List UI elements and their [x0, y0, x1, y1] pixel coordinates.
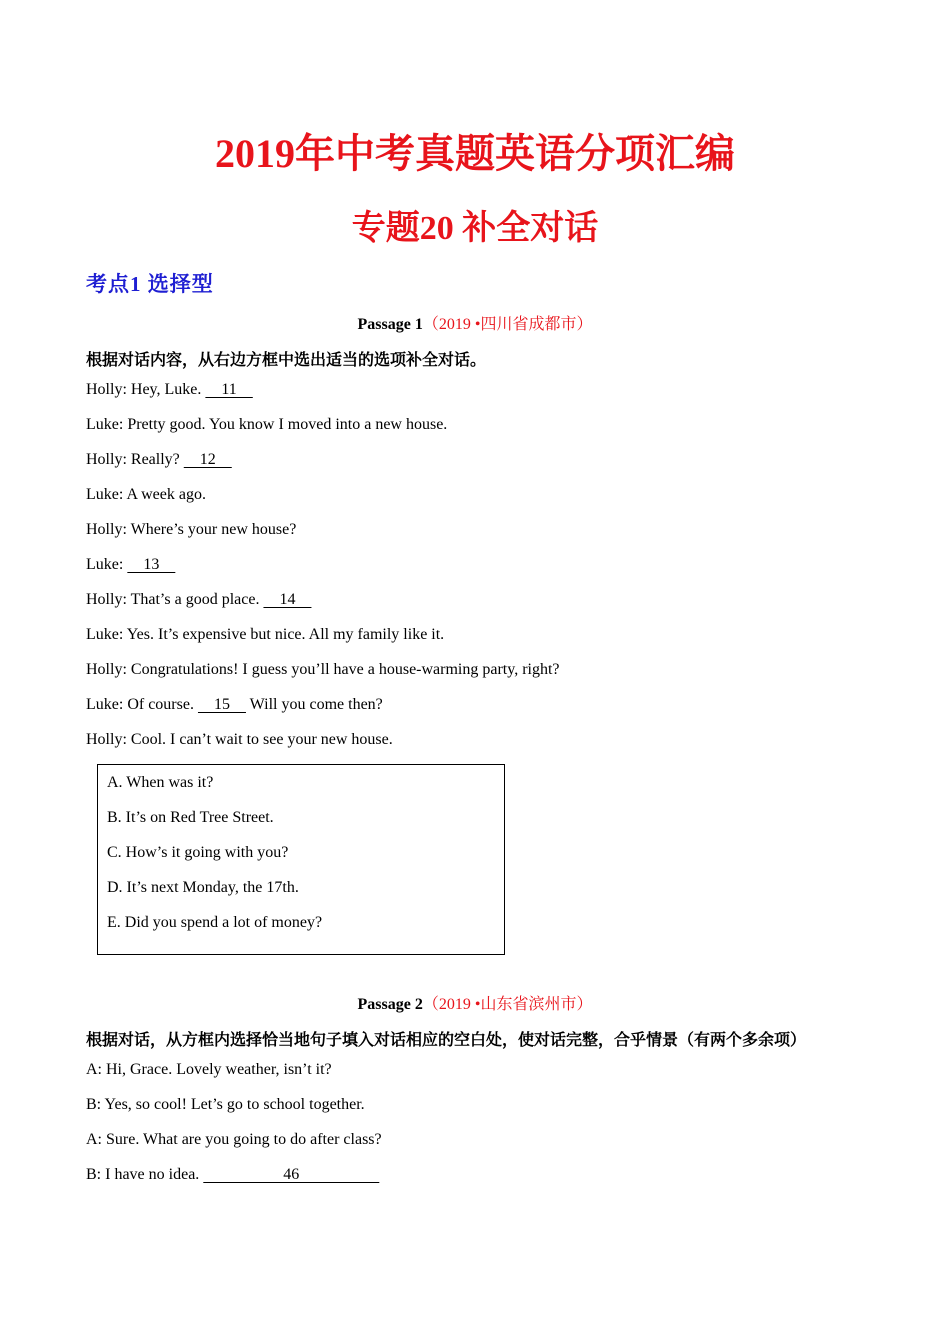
dialogue-line — [86, 661, 560, 679]
passage1-source: （2019 •四川省成都市） — [422, 316, 593, 333]
dialogue-line — [86, 381, 253, 399]
dialogue-line — [86, 521, 296, 539]
passage1-name: Passage 1 — [357, 316, 423, 333]
line-text: A: Hi, Grace. Lovely weather, isn’t it? — [86, 1061, 332, 1078]
passage1-title — [0, 311, 950, 334]
answer-blank[interactable]: 13 — [127, 556, 176, 573]
line-text: Holly: Congratulations! I guess you’ll have a house-warming party, right? — [86, 661, 560, 678]
option-a: A. When was it? — [107, 774, 214, 791]
passage1-instruction: 根据对话内容，从右边方框中选出适当的选项补全对话。 — [86, 350, 487, 369]
line-text: Holly: Hey, Luke. — [86, 381, 206, 398]
line-text: Luke: Pretty good. You know I moved into a new house. — [86, 416, 448, 433]
sub-title: 专题20 补全对话 — [351, 210, 599, 247]
line-text: Luke: A week ago. — [86, 486, 206, 503]
option-d: D. It’s next Monday, the 17th. — [107, 879, 299, 896]
answer-blank[interactable]: 11 — [205, 381, 253, 398]
options-box — [97, 764, 505, 955]
line-text: B: I have no idea. — [86, 1166, 204, 1183]
dialogue-line — [86, 731, 393, 749]
line-text: Luke: — [86, 556, 128, 573]
option-c: C. How’s it going with you? — [107, 844, 289, 861]
line-text: Holly: Really? — [86, 451, 184, 468]
main-title: 2019年中考真题英语分项汇编 — [215, 131, 735, 176]
line-text: Holly: Cool. I can’t wait to see your new house. — [86, 731, 393, 748]
answer-blank[interactable]: 12 — [183, 451, 232, 468]
answer-blank[interactable]: 46 — [203, 1166, 380, 1183]
line-text: Luke: Of course. — [86, 696, 198, 713]
answer-blank[interactable]: 15 — [197, 696, 246, 713]
passage2-source: （2019 •山东省滨州市） — [422, 996, 593, 1013]
option-b: B. It’s on Red Tree Street. — [107, 809, 274, 826]
dialogue-line — [86, 696, 383, 714]
passage2-instruction: 根据对话，从方框内选择恰当地句子填入对话相应的空白处，使对话完整，合乎情景（有两个多余项） — [86, 1030, 807, 1049]
line-text: Holly: That’s a good place. — [86, 591, 264, 608]
dialogue-line — [86, 416, 447, 434]
dialogue-line — [86, 1096, 365, 1114]
passage2-title — [0, 991, 950, 1014]
dialogue-line — [86, 556, 175, 574]
passage2-name: Passage 2 — [357, 996, 423, 1013]
line-text: Will you come then? — [245, 696, 383, 713]
line-text: Luke: Yes. It’s expensive but nice. All my family like it. — [86, 626, 445, 643]
dialogue-line — [86, 486, 206, 504]
dialogue-line — [86, 591, 311, 609]
dialogue-line — [86, 626, 444, 644]
line-text: Holly: Where’s your new house? — [86, 521, 297, 538]
answer-blank[interactable]: 14 — [263, 591, 312, 608]
section-heading: 考点1 选择型 — [86, 272, 214, 296]
line-text: B: Yes, so cool! Let’s go to school together. — [86, 1096, 365, 1113]
dialogue-line — [86, 1131, 382, 1149]
line-text: A: Sure. What are you going to do after class? — [86, 1131, 382, 1148]
dialogue-line — [86, 451, 232, 469]
option-e: E. Did you spend a lot of money? — [107, 914, 323, 931]
dialogue-line — [86, 1166, 379, 1184]
dialogue-line — [86, 1061, 332, 1079]
